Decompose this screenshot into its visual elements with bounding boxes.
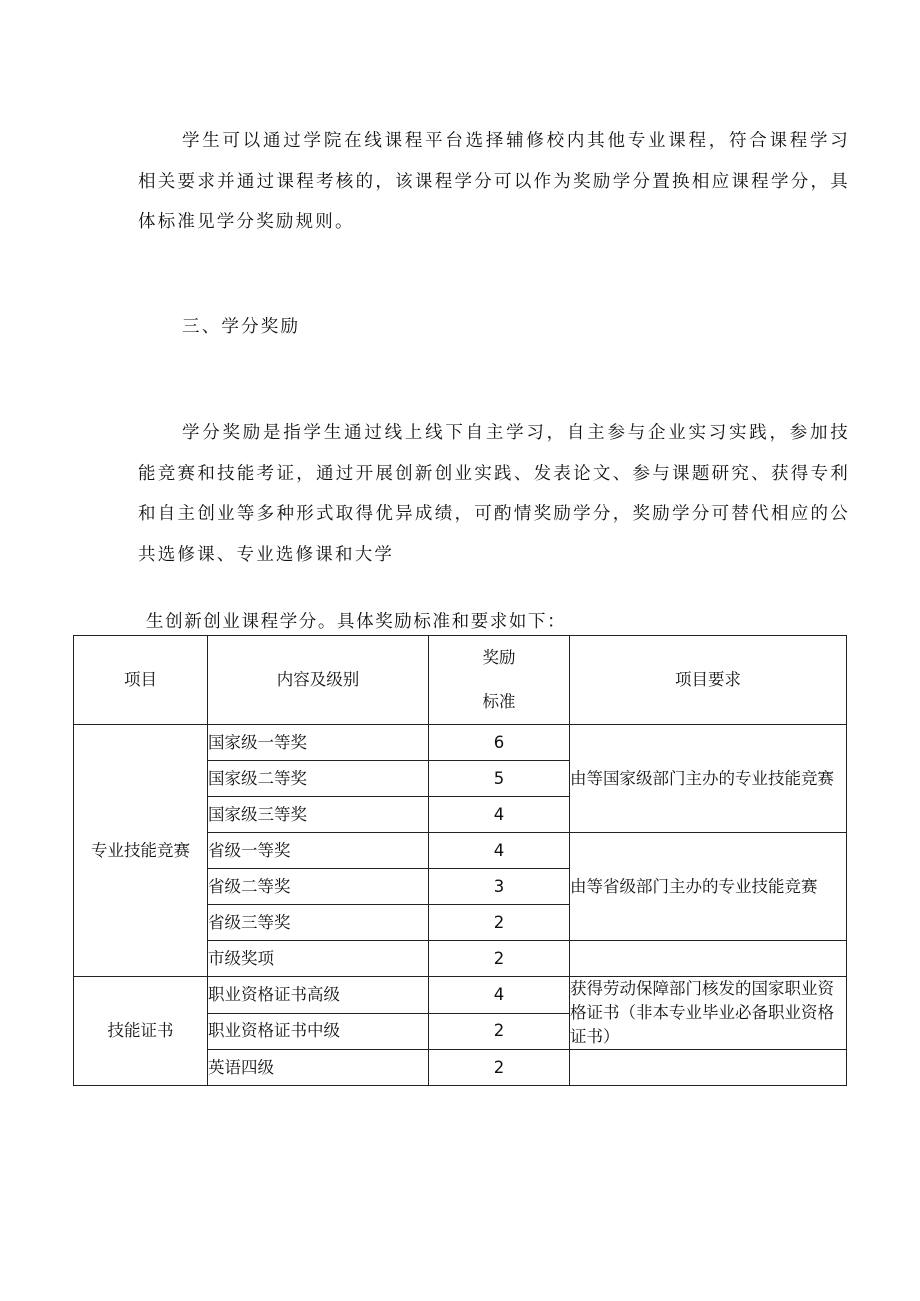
content-cell: 国家级一等奖 (208, 725, 429, 761)
score-cell: 6 (429, 725, 570, 761)
content-cell: 省级三等奖 (208, 905, 429, 941)
requirement-cell (570, 941, 847, 977)
score-cell: 2 (429, 1050, 570, 1086)
reward-table (73, 635, 847, 1086)
header-requirement: 项目要求 (570, 636, 847, 725)
intro-paragraph: 学生可以通过学院在线课程平台选择辅修校内其他专业课程，符合课程学习相关要求并通过课程考核的，该课程学分可以作为奖励学分置换相应课程学分，具体标准见学分奖励规则。 (138, 131, 850, 232)
reward-paragraph-continuation: 生创新创业课程学分。具体奖励标准和要求如下： (146, 612, 567, 632)
category-cell: 专业技能竞赛 (74, 725, 208, 977)
table-row (74, 977, 847, 1014)
score-cell: 5 (429, 761, 570, 797)
header-score (429, 636, 570, 725)
content-cell: 职业资格证书中级 (208, 1013, 429, 1050)
content-cell: 职业资格证书高级 (208, 977, 429, 1014)
content-cell: 省级一等奖 (208, 833, 429, 869)
requirement-cell (570, 1050, 847, 1086)
category-cell: 技能证书 (74, 977, 208, 1086)
section-heading: 三、学分奖励 (182, 317, 301, 337)
requirement-cell: 由等省级部门主办的专业技能竞赛 (570, 833, 847, 941)
score-cell: 4 (429, 977, 570, 1014)
score-cell: 2 (429, 1013, 570, 1050)
content-cell: 省级二等奖 (208, 869, 429, 905)
table-row (74, 725, 847, 761)
header-content: 内容及级别 (208, 636, 429, 725)
content-cell: 国家级二等奖 (208, 761, 429, 797)
score-cell: 2 (429, 941, 570, 977)
score-cell: 4 (429, 833, 570, 869)
header-score-line1: 奖励 (482, 648, 516, 667)
requirement-cell: 由等国家级部门主办的专业技能竞赛 (570, 725, 847, 833)
header-score-line2: 标准 (482, 692, 516, 711)
score-cell: 2 (429, 905, 570, 941)
score-cell: 4 (429, 797, 570, 833)
table-header-row (74, 636, 847, 725)
reward-paragraph: 学分奖励是指学生通过线上线下自主学习，自主参与企业实习实践，参加技能竞赛和技能考证，通过开展创新创业实践、发表论文、参与课题研究、获得专利和自主创业等多种形式取得优异成绩，可酌情奖励学分，奖励学分可替代相应的公共选修课、专业选修课和大学 (138, 423, 850, 565)
content-cell: 市级奖项 (208, 941, 429, 977)
score-cell: 3 (429, 869, 570, 905)
content-cell: 国家级三等奖 (208, 797, 429, 833)
requirement-cell: 获得劳动保障部门核发的国家职业资格证书（非本专业毕业必备职业资格证书） (570, 977, 847, 1050)
content-cell: 英语四级 (208, 1050, 429, 1086)
header-project: 项目 (74, 636, 208, 725)
